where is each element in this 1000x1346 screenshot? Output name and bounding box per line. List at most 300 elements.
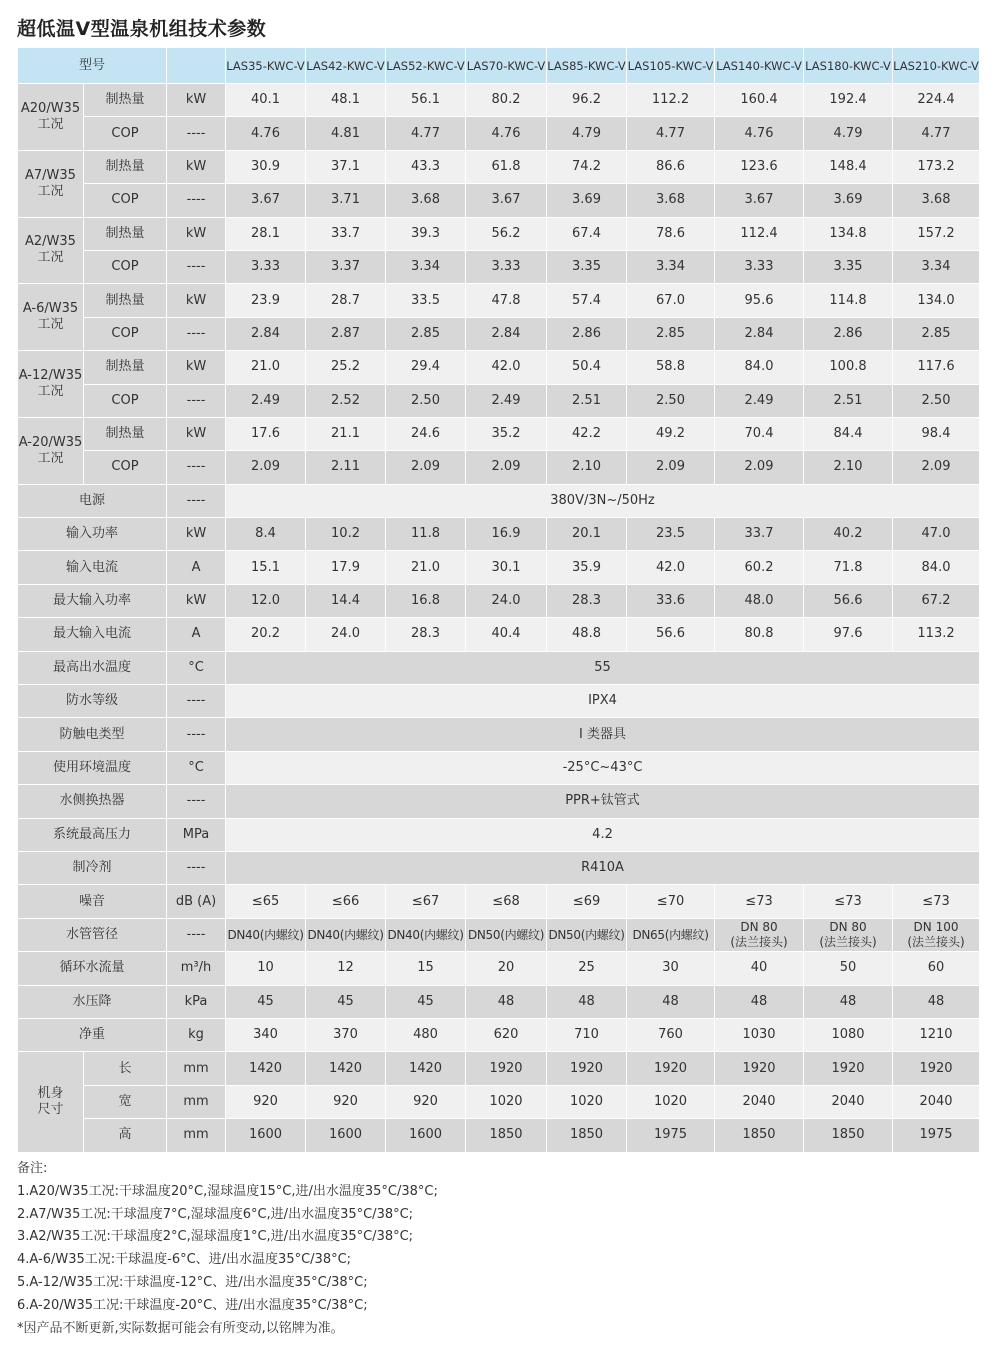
unit-cell: dB (A) bbox=[167, 885, 226, 918]
value-cell: 2.49 bbox=[226, 384, 306, 417]
value-cell: 620 bbox=[466, 1018, 547, 1051]
value-cell: 3.33 bbox=[715, 250, 804, 283]
value-cell: DN50(内螺纹) bbox=[466, 918, 547, 951]
header-row bbox=[18, 48, 980, 84]
value-cell: 56.6 bbox=[804, 584, 893, 617]
value-cell: 48 bbox=[627, 985, 715, 1018]
value-cell: DN65(内螺纹) bbox=[627, 918, 715, 951]
value-cell: 48 bbox=[893, 985, 980, 1018]
value-cell: 3.68 bbox=[627, 184, 715, 217]
value-cell: 28.7 bbox=[306, 284, 386, 317]
unit-cell: ---- bbox=[167, 184, 226, 217]
table-row bbox=[18, 551, 980, 584]
value-cell: 4.76 bbox=[226, 117, 306, 150]
table-row bbox=[18, 1052, 980, 1085]
cop-label: COP bbox=[84, 451, 167, 484]
value-cell: 1850 bbox=[715, 1119, 804, 1152]
value-cell: ≤70 bbox=[627, 885, 715, 918]
value-cell: 42.0 bbox=[466, 351, 547, 384]
value-cell: 86.6 bbox=[627, 150, 715, 183]
cop-label: COP bbox=[84, 184, 167, 217]
value-cell: 2.50 bbox=[627, 384, 715, 417]
value-cell: 1920 bbox=[715, 1052, 804, 1085]
cop-label: COP bbox=[84, 317, 167, 350]
model-column-header: LAS180-KWC-V bbox=[804, 48, 893, 84]
unit-cell: kW bbox=[167, 351, 226, 384]
value-cell: ≤67 bbox=[386, 885, 466, 918]
dimension-sub-label: 长 bbox=[84, 1052, 167, 1085]
model-column-header: LAS42-KWC-V bbox=[306, 48, 386, 84]
unit-cell: kPa bbox=[167, 985, 226, 1018]
value-cell: 3.33 bbox=[466, 250, 547, 283]
value-cell: 2.09 bbox=[466, 451, 547, 484]
value-cell: ≤65 bbox=[226, 885, 306, 918]
value-cell: 192.4 bbox=[804, 84, 893, 117]
value-cell: 2.85 bbox=[893, 317, 980, 350]
unit-cell: ---- bbox=[167, 718, 226, 751]
value-cell: 1020 bbox=[627, 1085, 715, 1118]
note-line: 备注: bbox=[17, 1161, 48, 1176]
value-cell: 3.33 bbox=[226, 250, 306, 283]
value-cell: 10.2 bbox=[306, 518, 386, 551]
value-cell: 24.6 bbox=[386, 417, 466, 450]
unit-cell: kW bbox=[167, 84, 226, 117]
value-cell: 21.1 bbox=[306, 417, 386, 450]
unit-cell: kW bbox=[167, 217, 226, 250]
condition-label: A20/W35 工况 bbox=[18, 84, 84, 151]
value-cell: 8.4 bbox=[226, 518, 306, 551]
table-row bbox=[18, 1085, 980, 1118]
model-column-header: LAS52-KWC-V bbox=[386, 48, 466, 84]
heating-capacity-label: 制热量 bbox=[84, 150, 167, 183]
value-cell: 1975 bbox=[893, 1119, 980, 1152]
value-cell: 4.79 bbox=[547, 117, 627, 150]
value-cell: 40.1 bbox=[226, 84, 306, 117]
value-cell: ≤73 bbox=[893, 885, 980, 918]
model-column-header: LAS105-KWC-V bbox=[627, 48, 715, 84]
value-cell: 3.34 bbox=[627, 250, 715, 283]
row-label: 输入电流 bbox=[18, 551, 167, 584]
row-label: 水压降 bbox=[18, 985, 167, 1018]
value-cell: 84.4 bbox=[804, 417, 893, 450]
condition-label: A-12/W35 工况 bbox=[18, 351, 84, 418]
note-line: 5.A-12/W35工况:干球温度-12°C、进/出水温度35°C/38°C; bbox=[17, 1274, 368, 1290]
table-row bbox=[18, 851, 980, 884]
value-cell: 15 bbox=[386, 952, 466, 985]
value-cell: 28.3 bbox=[386, 618, 466, 651]
unit-cell: ---- bbox=[167, 851, 226, 884]
value-cell: 2040 bbox=[893, 1085, 980, 1118]
value-cell: 4.77 bbox=[386, 117, 466, 150]
value-cell: 95.6 bbox=[715, 284, 804, 317]
value-cell: 2.86 bbox=[547, 317, 627, 350]
table-row bbox=[18, 618, 980, 651]
note-line: 1.A20/W35工况:干球温度20°C,湿球温度15°C,进/出水温度35°C/38°C; bbox=[17, 1183, 438, 1199]
value-cell: 20 bbox=[466, 952, 547, 985]
condition-label: A2/W35 工况 bbox=[18, 217, 84, 284]
value-cell: 2.50 bbox=[386, 384, 466, 417]
value-cell: 123.6 bbox=[715, 150, 804, 183]
value-cell: 24.0 bbox=[306, 618, 386, 651]
value-cell: 134.0 bbox=[893, 284, 980, 317]
unit-cell: kW bbox=[167, 584, 226, 617]
value-cell: ≤66 bbox=[306, 885, 386, 918]
value-cell: 33.7 bbox=[306, 217, 386, 250]
dimension-sub-label: 高 bbox=[84, 1119, 167, 1152]
value-cell: 2.10 bbox=[804, 451, 893, 484]
notes-section bbox=[17, 1158, 438, 1340]
value-cell: 1020 bbox=[547, 1085, 627, 1118]
value-cell: DN50(内螺纹) bbox=[547, 918, 627, 951]
table-row bbox=[18, 384, 980, 417]
value-cell: 40.2 bbox=[804, 518, 893, 551]
unit-cell: °C bbox=[167, 651, 226, 684]
value-cell: 4.76 bbox=[466, 117, 547, 150]
value-cell: 21.0 bbox=[226, 351, 306, 384]
value-cell: 173.2 bbox=[893, 150, 980, 183]
value-cell: 2.09 bbox=[893, 451, 980, 484]
heating-capacity-label: 制热量 bbox=[84, 417, 167, 450]
dimensions-label: 机身 尺寸 bbox=[18, 1052, 84, 1152]
value-cell: 60 bbox=[893, 952, 980, 985]
unit-cell: ---- bbox=[167, 117, 226, 150]
value-cell: 33.6 bbox=[627, 584, 715, 617]
value-cell: 1600 bbox=[226, 1119, 306, 1152]
value-cell: 37.1 bbox=[306, 150, 386, 183]
value-cell: 920 bbox=[386, 1085, 466, 1118]
row-label: 防触电类型 bbox=[18, 718, 167, 751]
value-cell: DN40(内螺纹) bbox=[306, 918, 386, 951]
value-cell: 50 bbox=[804, 952, 893, 985]
value-cell: 2.84 bbox=[715, 317, 804, 350]
value-cell: 3.69 bbox=[547, 184, 627, 217]
model-column-header: LAS210-KWC-V bbox=[893, 48, 980, 84]
value-cell: 4.77 bbox=[627, 117, 715, 150]
value-cell: 2.87 bbox=[306, 317, 386, 350]
note-line: 2.A7/W35工况:干球温度7°C,湿球温度6°C,进/出水温度35°C/38°C; bbox=[17, 1206, 414, 1222]
value-cell: 12 bbox=[306, 952, 386, 985]
value-cell: 2.51 bbox=[547, 384, 627, 417]
value-cell: 117.6 bbox=[893, 351, 980, 384]
value-cell: 35.2 bbox=[466, 417, 547, 450]
value-cell: 710 bbox=[547, 1018, 627, 1051]
merged-value-cell: 55 bbox=[226, 651, 980, 684]
value-cell: 80.8 bbox=[715, 618, 804, 651]
dimension-sub-label: 宽 bbox=[84, 1085, 167, 1118]
value-cell: 920 bbox=[226, 1085, 306, 1118]
value-cell: 35.9 bbox=[547, 551, 627, 584]
value-cell: 25 bbox=[547, 952, 627, 985]
unit-cell: °C bbox=[167, 751, 226, 784]
merged-value-cell: I 类器具 bbox=[226, 718, 980, 751]
unit-cell: kW bbox=[167, 417, 226, 450]
table-row bbox=[18, 584, 980, 617]
row-label: 电源 bbox=[18, 484, 167, 517]
note-line: 4.A-6/W35工况:干球温度-6°C、进/出水温度35°C/38°C; bbox=[17, 1252, 352, 1268]
value-cell: 2.09 bbox=[627, 451, 715, 484]
value-cell: 3.37 bbox=[306, 250, 386, 283]
value-cell: 80.2 bbox=[466, 84, 547, 117]
value-cell: 61.8 bbox=[466, 150, 547, 183]
heating-capacity-label: 制热量 bbox=[84, 84, 167, 117]
value-cell: 14.4 bbox=[306, 584, 386, 617]
table-row bbox=[18, 184, 980, 217]
value-cell: 1420 bbox=[386, 1052, 466, 1085]
value-cell: 20.2 bbox=[226, 618, 306, 651]
value-cell: 48.1 bbox=[306, 84, 386, 117]
table-row bbox=[18, 217, 980, 250]
value-cell: 3.35 bbox=[804, 250, 893, 283]
value-cell: 45 bbox=[226, 985, 306, 1018]
row-label: 最高出水温度 bbox=[18, 651, 167, 684]
value-cell: 224.4 bbox=[893, 84, 980, 117]
model-header-label: 型号 bbox=[18, 48, 167, 84]
value-cell: 24.0 bbox=[466, 584, 547, 617]
cop-label: COP bbox=[84, 117, 167, 150]
value-cell: 2.49 bbox=[715, 384, 804, 417]
value-cell: 4.77 bbox=[893, 117, 980, 150]
table-row bbox=[18, 351, 980, 384]
merged-value-cell: PPR+钛管式 bbox=[226, 785, 980, 818]
value-cell: 157.2 bbox=[893, 217, 980, 250]
value-cell: 57.4 bbox=[547, 284, 627, 317]
table-row bbox=[18, 417, 980, 450]
row-label: 制冷剂 bbox=[18, 851, 167, 884]
note-line: 3.A2/W35工况:干球温度2°C,湿球温度1°C,进/出水温度35°C/38°C; bbox=[17, 1229, 414, 1245]
value-cell: 97.6 bbox=[804, 618, 893, 651]
value-cell: 12.0 bbox=[226, 584, 306, 617]
value-cell: 48 bbox=[466, 985, 547, 1018]
value-cell: 40.4 bbox=[466, 618, 547, 651]
value-cell: 1920 bbox=[547, 1052, 627, 1085]
value-cell: 30 bbox=[627, 952, 715, 985]
value-cell: 1600 bbox=[306, 1119, 386, 1152]
value-cell: 2.09 bbox=[386, 451, 466, 484]
value-cell: 114.8 bbox=[804, 284, 893, 317]
table-row bbox=[18, 451, 980, 484]
value-cell: 2.84 bbox=[466, 317, 547, 350]
value-cell: 134.8 bbox=[804, 217, 893, 250]
value-cell: 3.34 bbox=[386, 250, 466, 283]
table-row bbox=[18, 651, 980, 684]
unit-cell: ---- bbox=[167, 384, 226, 417]
value-cell: 2.86 bbox=[804, 317, 893, 350]
value-cell: 1850 bbox=[804, 1119, 893, 1152]
value-cell: 84.0 bbox=[893, 551, 980, 584]
value-cell: 2.11 bbox=[306, 451, 386, 484]
value-cell: 2.85 bbox=[386, 317, 466, 350]
table-row bbox=[18, 985, 980, 1018]
model-column-header: LAS85-KWC-V bbox=[547, 48, 627, 84]
value-cell: 1920 bbox=[627, 1052, 715, 1085]
unit-cell: m³/h bbox=[167, 952, 226, 985]
value-cell: 67.2 bbox=[893, 584, 980, 617]
row-label: 水侧换热器 bbox=[18, 785, 167, 818]
value-cell: 74.2 bbox=[547, 150, 627, 183]
value-cell: 3.67 bbox=[466, 184, 547, 217]
value-cell: 67.4 bbox=[547, 217, 627, 250]
value-cell: 84.0 bbox=[715, 351, 804, 384]
table-row bbox=[18, 284, 980, 317]
value-cell: 1920 bbox=[466, 1052, 547, 1085]
value-cell: 1975 bbox=[627, 1119, 715, 1152]
value-cell: 2.51 bbox=[804, 384, 893, 417]
value-cell: 2040 bbox=[715, 1085, 804, 1118]
model-column-header: LAS70-KWC-V bbox=[466, 48, 547, 84]
value-cell: 148.4 bbox=[804, 150, 893, 183]
unit-cell: A bbox=[167, 618, 226, 651]
value-cell: 11.8 bbox=[386, 518, 466, 551]
value-cell: 56.6 bbox=[627, 618, 715, 651]
condition-label: A-20/W35 工况 bbox=[18, 417, 84, 484]
unit-cell: ---- bbox=[167, 918, 226, 951]
row-label: 最大输入电流 bbox=[18, 618, 167, 651]
value-cell: 25.2 bbox=[306, 351, 386, 384]
unit-cell: kW bbox=[167, 284, 226, 317]
value-cell: 4.79 bbox=[804, 117, 893, 150]
unit-cell: kW bbox=[167, 150, 226, 183]
table-row bbox=[18, 685, 980, 718]
value-cell: 23.5 bbox=[627, 518, 715, 551]
value-cell: 56.2 bbox=[466, 217, 547, 250]
row-label: 最大输入功率 bbox=[18, 584, 167, 617]
value-cell: 1920 bbox=[893, 1052, 980, 1085]
unit-cell: ---- bbox=[167, 250, 226, 283]
value-cell: 1210 bbox=[893, 1018, 980, 1051]
value-cell: 16.8 bbox=[386, 584, 466, 617]
value-cell: 2040 bbox=[804, 1085, 893, 1118]
row-label: 使用环境温度 bbox=[18, 751, 167, 784]
cop-label: COP bbox=[84, 250, 167, 283]
table-row bbox=[18, 84, 980, 117]
table-row bbox=[18, 952, 980, 985]
spec-table bbox=[17, 47, 980, 1153]
unit-cell: kg bbox=[167, 1018, 226, 1051]
value-cell: 56.1 bbox=[386, 84, 466, 117]
value-cell: 48 bbox=[804, 985, 893, 1018]
value-cell: 3.35 bbox=[547, 250, 627, 283]
unit-cell: mm bbox=[167, 1052, 226, 1085]
value-cell: 42.2 bbox=[547, 417, 627, 450]
value-cell: 370 bbox=[306, 1018, 386, 1051]
value-cell: 112.2 bbox=[627, 84, 715, 117]
value-cell: 1920 bbox=[804, 1052, 893, 1085]
value-cell: 67.0 bbox=[627, 284, 715, 317]
unit-cell: A bbox=[167, 551, 226, 584]
merged-value-cell: R410A bbox=[226, 851, 980, 884]
value-cell: 49.2 bbox=[627, 417, 715, 450]
value-cell: 100.8 bbox=[804, 351, 893, 384]
note-line: 6.A-20/W35工况:干球温度-20°C、进/出水温度35°C/38°C; bbox=[17, 1297, 368, 1313]
unit-cell: ---- bbox=[167, 317, 226, 350]
value-cell: 50.4 bbox=[547, 351, 627, 384]
value-cell: 1420 bbox=[306, 1052, 386, 1085]
value-cell: 2.10 bbox=[547, 451, 627, 484]
value-cell: 4.81 bbox=[306, 117, 386, 150]
row-label: 净重 bbox=[18, 1018, 167, 1051]
value-cell: 4.76 bbox=[715, 117, 804, 150]
value-cell: 43.3 bbox=[386, 150, 466, 183]
row-label: 输入功率 bbox=[18, 518, 167, 551]
value-cell: 160.4 bbox=[715, 84, 804, 117]
value-cell: ≤73 bbox=[804, 885, 893, 918]
table-row bbox=[18, 785, 980, 818]
value-cell: 113.2 bbox=[893, 618, 980, 651]
row-label: 防水等级 bbox=[18, 685, 167, 718]
value-cell: 48.0 bbox=[715, 584, 804, 617]
unit-cell: ---- bbox=[167, 451, 226, 484]
value-cell: 3.67 bbox=[715, 184, 804, 217]
value-cell: 10 bbox=[226, 952, 306, 985]
value-cell: 2.09 bbox=[226, 451, 306, 484]
value-cell: 40 bbox=[715, 952, 804, 985]
merged-value-cell: 380V/3N~/50Hz bbox=[226, 484, 980, 517]
page-title: 超低温V型温泉机组技术参数 bbox=[17, 18, 267, 40]
value-cell: 48.8 bbox=[547, 618, 627, 651]
value-cell: 33.7 bbox=[715, 518, 804, 551]
value-cell: DN 80 (法兰接头) bbox=[715, 918, 804, 951]
value-cell: 30.9 bbox=[226, 150, 306, 183]
value-cell: 48 bbox=[715, 985, 804, 1018]
table-row bbox=[18, 117, 980, 150]
value-cell: 33.5 bbox=[386, 284, 466, 317]
value-cell: 2.49 bbox=[466, 384, 547, 417]
value-cell: 45 bbox=[306, 985, 386, 1018]
value-cell: 1080 bbox=[804, 1018, 893, 1051]
merged-value-cell: -25°C~43°C bbox=[226, 751, 980, 784]
value-cell: 47.8 bbox=[466, 284, 547, 317]
table-row bbox=[18, 150, 980, 183]
value-cell: 1020 bbox=[466, 1085, 547, 1118]
value-cell: 58.8 bbox=[627, 351, 715, 384]
value-cell: 112.4 bbox=[715, 217, 804, 250]
value-cell: 20.1 bbox=[547, 518, 627, 551]
table-row bbox=[18, 484, 980, 517]
table-row bbox=[18, 718, 980, 751]
table-row bbox=[18, 1018, 980, 1051]
row-label: 循环水流量 bbox=[18, 952, 167, 985]
value-cell: 45 bbox=[386, 985, 466, 1018]
value-cell: 1600 bbox=[386, 1119, 466, 1152]
unit-cell: ---- bbox=[167, 685, 226, 718]
value-cell: 29.4 bbox=[386, 351, 466, 384]
unit-cell: kW bbox=[167, 518, 226, 551]
value-cell: DN40(内螺纹) bbox=[386, 918, 466, 951]
value-cell: 48 bbox=[547, 985, 627, 1018]
value-cell: 2.09 bbox=[715, 451, 804, 484]
value-cell: 3.71 bbox=[306, 184, 386, 217]
value-cell: 2.50 bbox=[893, 384, 980, 417]
model-column-header: LAS35-KWC-V bbox=[226, 48, 306, 84]
value-cell: 480 bbox=[386, 1018, 466, 1051]
cop-label: COP bbox=[84, 384, 167, 417]
unit-cell: MPa bbox=[167, 818, 226, 851]
table-row bbox=[18, 918, 980, 951]
value-cell: 78.6 bbox=[627, 217, 715, 250]
value-cell: 98.4 bbox=[893, 417, 980, 450]
value-cell: 28.1 bbox=[226, 217, 306, 250]
value-cell: 30.1 bbox=[466, 551, 547, 584]
table-row bbox=[18, 751, 980, 784]
value-cell: 70.4 bbox=[715, 417, 804, 450]
table-row bbox=[18, 250, 980, 283]
value-cell: 39.3 bbox=[386, 217, 466, 250]
row-label: 水管管径 bbox=[18, 918, 167, 951]
value-cell: 3.34 bbox=[893, 250, 980, 283]
value-cell: 3.67 bbox=[226, 184, 306, 217]
table-row bbox=[18, 518, 980, 551]
row-label: 噪音 bbox=[18, 885, 167, 918]
